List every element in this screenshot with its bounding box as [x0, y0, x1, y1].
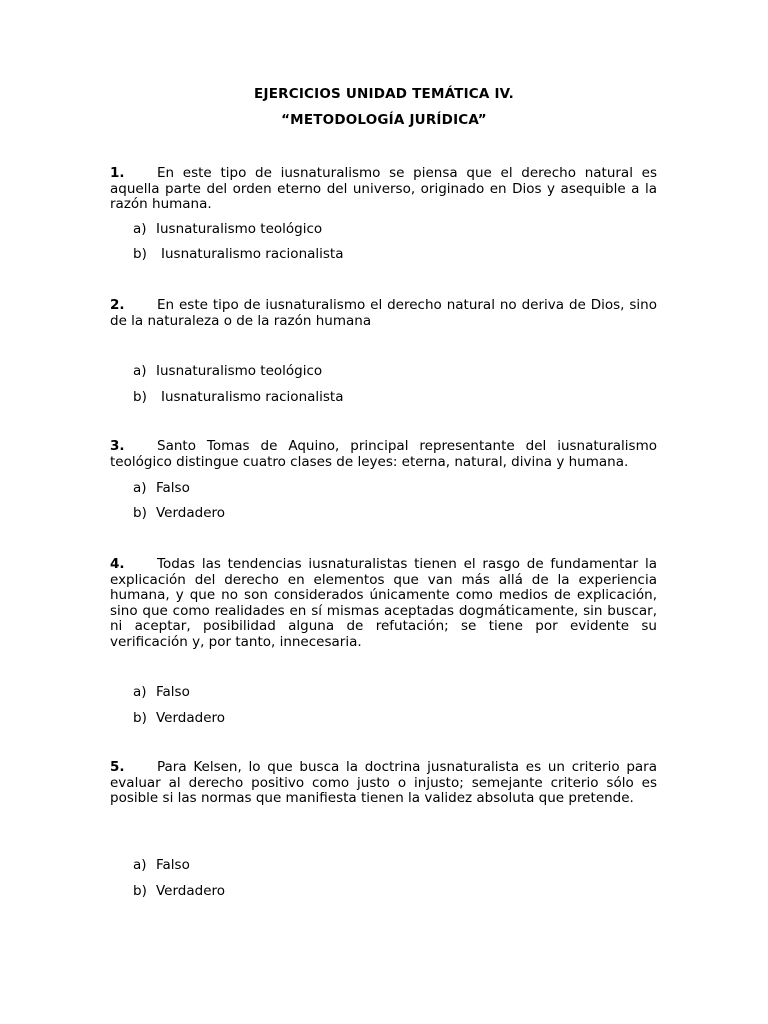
option-label: Verdadero — [156, 883, 226, 899]
option-label: Verdadero — [156, 710, 226, 726]
question-number: 2. — [110, 297, 125, 313]
question-4-option-a[interactable] — [133, 684, 190, 700]
option-label: Falso — [156, 480, 190, 496]
question-text: Para Kelsen, lo que busca la doctrina jusnaturalista es un criterio para evaluar al derecho positivo como justo o injusto; semejante criterio sólo es posible si las normas que manifiesta tienen la validez absoluta que pretende. — [110, 759, 657, 806]
option-letter: b) — [133, 883, 147, 899]
option-letter: b) — [133, 246, 147, 262]
question-4 — [110, 557, 657, 650]
option-letter: b) — [133, 505, 147, 521]
option-letter: a) — [133, 857, 147, 873]
question-number: 3. — [110, 438, 125, 454]
question-text: En este tipo de iusnaturalismo el derecho natural no deriva de Dios, sino de la naturaleza o de la razón humana — [110, 297, 657, 329]
question-1 — [110, 166, 657, 213]
document-title: EJERCICIOS UNIDAD TEMÁTICA IV. — [254, 86, 514, 102]
option-letter: a) — [133, 221, 147, 237]
option-label: Iusnaturalismo teológico — [156, 221, 323, 237]
option-label: Falso — [156, 684, 190, 700]
option-letter: a) — [133, 684, 147, 700]
question-2-option-a[interactable] — [133, 363, 322, 379]
option-letter: b) — [133, 389, 147, 405]
option-label: Falso — [156, 857, 190, 873]
question-3-option-b[interactable] — [133, 505, 225, 521]
question-5-option-b[interactable] — [133, 883, 225, 899]
question-number: 5. — [110, 759, 125, 775]
question-5-option-a[interactable] — [133, 857, 190, 873]
question-2 — [110, 298, 657, 329]
option-letter: b) — [133, 710, 147, 726]
option-label: Verdadero — [156, 505, 226, 521]
question-2-option-b[interactable] — [133, 389, 344, 405]
question-1-option-b[interactable] — [133, 246, 344, 262]
question-number: 1. — [110, 165, 125, 181]
option-label: Iusnaturalismo teológico — [156, 363, 323, 379]
option-letter: a) — [133, 480, 147, 496]
option-letter: a) — [133, 363, 147, 379]
option-label: Iusnaturalismo racionalista — [161, 389, 344, 405]
question-text: En este tipo de iusnaturalismo se piensa que el derecho natural es aquella parte del orden eterno del universo, originado en Dios y asequible a la razón humana. — [110, 165, 657, 212]
document-subtitle: “METODOLOGÍA JURÍDICA” — [281, 112, 487, 128]
question-1-option-a[interactable] — [133, 221, 322, 237]
question-text: Todas las tendencias iusnaturalistas tienen el rasgo de fundamentar la explicación del derecho en elementos que van más allá de la experiencia humana, y que no son considerados únicamente como medios de explicación, sino que como realidades en sí mismas aceptadas dogmáticamente, sin buscar, ni aceptar, posibilidad alguna de refutación; se tiene por evidente su verificación y, por tanto, innecesaria. — [110, 556, 657, 650]
question-number: 4. — [110, 556, 125, 572]
question-3-option-a[interactable] — [133, 480, 190, 496]
option-label: Iusnaturalismo racionalista — [161, 246, 344, 262]
question-3 — [110, 439, 657, 470]
question-text: Santo Tomas de Aquino, principal representante del iusnaturalismo teológico distingue cuatro clases de leyes: eterna, natural, divina y humana. — [110, 438, 657, 470]
question-4-option-b[interactable] — [133, 710, 225, 726]
question-5 — [110, 760, 657, 807]
